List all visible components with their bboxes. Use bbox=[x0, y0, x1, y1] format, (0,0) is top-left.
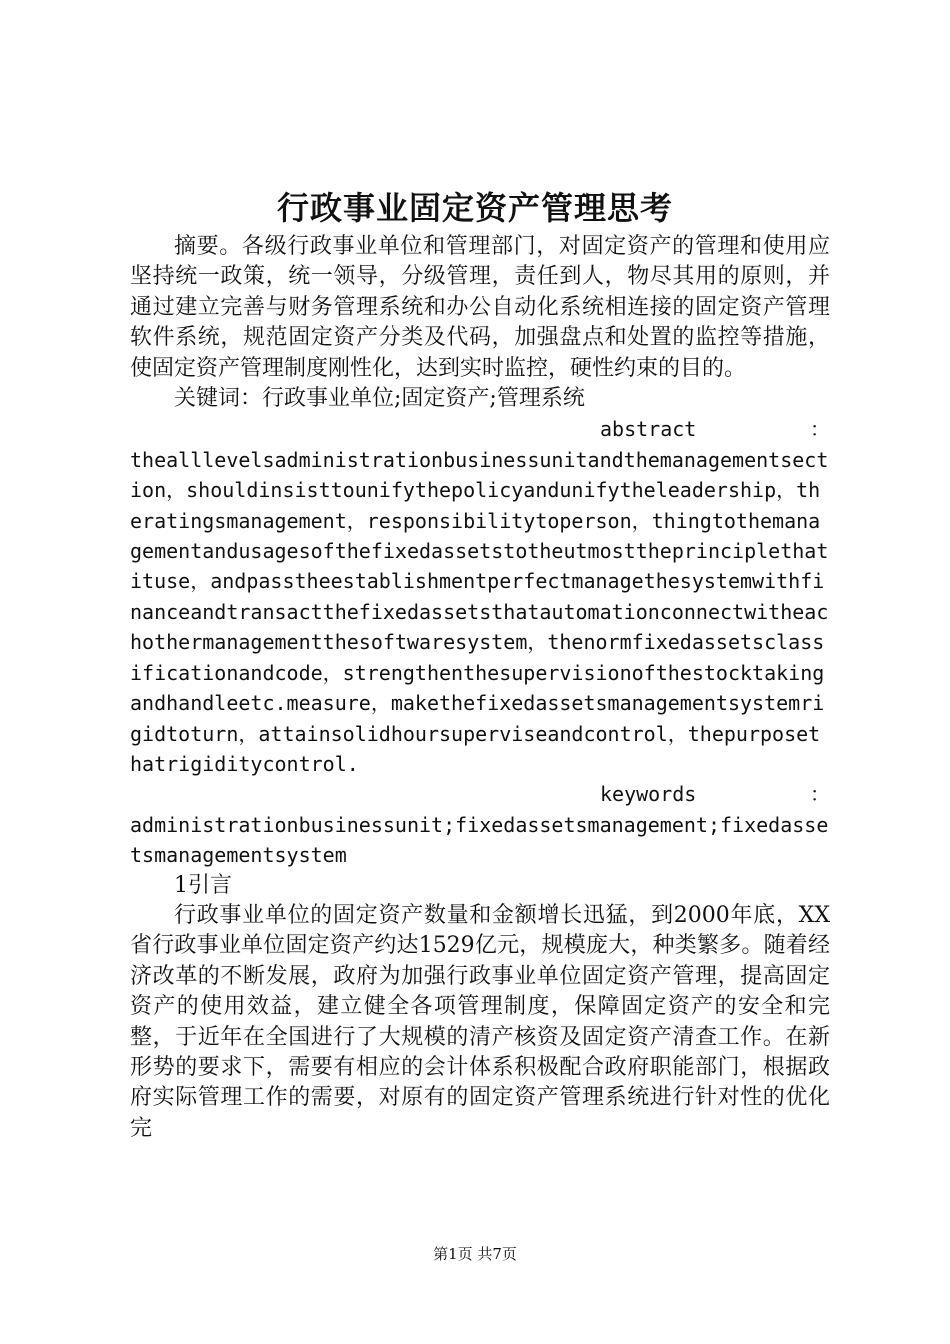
keywords-en-colon: ： bbox=[810, 782, 830, 807]
abstract-en-colon: ： bbox=[810, 417, 830, 442]
abstract-cn-paragraph: 摘要。各级行政事业单位和管理部门，对固定资产的管理和使用应坚持统一政策，统一领导，分级管理，责任到人，物尽其用的原则，并通过建立完善与财务管理系统和办公自动化系统相连接的固定资产管理软件系统，规范固定资产分类及代码，加强盘点和处置的监控等措施，使固定资产管理制度刚性化，达到实时监控，硬性约束的目的。 bbox=[130, 234, 830, 381]
document-title: 行政事业固定资产管理思考 bbox=[276, 189, 673, 227]
keywords-cn-line: 关键词：行政事业单位;固定资产;管理系统 bbox=[174, 386, 585, 412]
document-body bbox=[130, 232, 830, 1144]
abstract-en-heading bbox=[130, 414, 830, 444]
section-1-paragraph: 行政事业单位的固定资产数量和金额增长迅猛，到2000年底，XX省行政事业单位固定资产约达1529亿元，规模庞大，种类繁多。随着经济改革的不断发展，政府为加强行政事业单位固定资产管理，提高固定资产的使用效益，建立健全各项管理制度，保障固定资产的安全和完整，于近年在全国进行了大规模的清产核资及固定资产清查工作。在新形势的要求下，需要有相应的会计体系积极配合政府职能部门，根据政府实际管理工作的需要，对原有的固定资产管理系统进行针对性的优化完 bbox=[130, 902, 830, 1141]
keywords-en-label: keywords bbox=[600, 782, 697, 807]
abstract-en-paragraph: thealllevelsadministrationbusinessunitandthemanagementsection，shouldinsisttounifythepolicyandunifytheleadership，theratingsmanagement，responsibilitytoperson，thingtothemanagementandusagesofthefixedassetstotheutmosttheprinciplethatituse，andpasstheestablishmentperfectmanagethesystemwithfinanceandtransactthefixedassetsthatautomationconnectwitheachothermanagementthesoftwaresystem，thenormfixedassetsclassificationandcode，strengthenthesupervisionofthestocktakingandhandleetc.measure，makethefixedassetsmanagementsystemrigidtoturn，attainsolidhoursuperviseandcontrol，thepurposethatrigiditycontrol. bbox=[130, 447, 829, 776]
section-1-heading: 1引言 bbox=[174, 872, 232, 898]
keywords-en-heading bbox=[130, 779, 830, 809]
page-footer: 第1页 共7页 bbox=[433, 1245, 517, 1263]
abstract-en-label: abstract bbox=[600, 417, 697, 442]
keywords-en-paragraph: administrationbusinessunit;fixedassetsmanagement;fixedassetsmanagementsystem bbox=[130, 812, 829, 868]
